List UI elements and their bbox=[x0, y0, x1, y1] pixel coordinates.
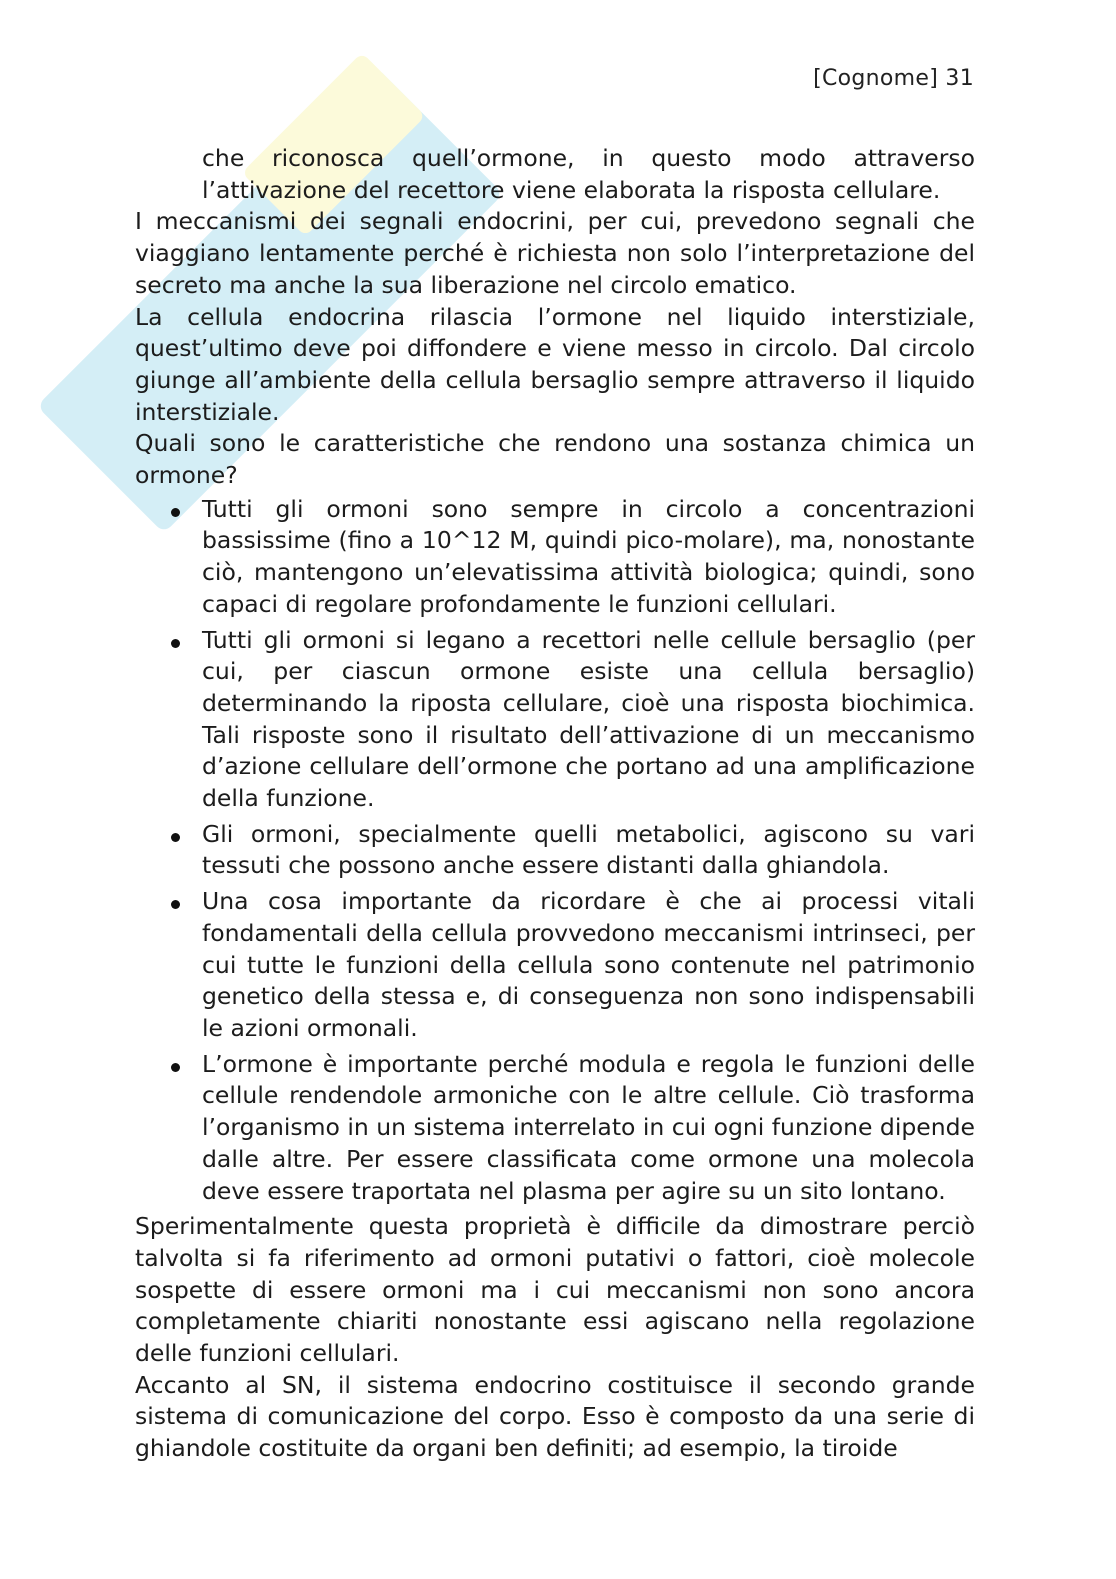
list-item bbox=[135, 625, 975, 815]
bullet-icon bbox=[171, 639, 180, 648]
bullet-icon bbox=[171, 833, 180, 842]
list-item-text: Una cosa importante da ricordare è che ai processi vitali fondamentali della cellula provvedono meccanismi intrinseci, per cui tutte le funzioni della cellula sono contenute nel patrimonio genetico della stessa e, di conseguenza non sono indispensabili le azioni ormonali. bbox=[202, 887, 975, 1042]
list-item bbox=[135, 1049, 975, 1208]
list-item bbox=[135, 494, 975, 621]
hormone-characteristics-list bbox=[135, 494, 975, 1207]
intro-continuation: che riconosca quell’ormone, in questo modo attraverso l’attivazione del recettore viene elaborata la risposta cellulare. bbox=[202, 144, 975, 204]
list-item bbox=[135, 886, 975, 1045]
paragraph-signals: I meccanismi dei segnali endocrini, per cui, prevedono segnali che viaggiano lentamente perché è richiesta non solo l’interpretazione del secreto ma anche la sua liberazione nel circolo ematico. bbox=[135, 207, 975, 299]
list-item-text: Tutti gli ormoni sono sempre in circolo a concentrazioni bassissime (fino a 10^12 M, quindi pico-molare), ma, nonostante ciò, mantengono un’elevatissima attività biologica; quindi, sono capaci di regolare profondamente le funzioni cellulari. bbox=[202, 494, 975, 618]
paragraph-endocrine-cell: La cellula endocrina rilascia l’ormone nel liquido interstiziale, quest’ultimo deve poi diffondere e viene messo in circolo. Dal circolo giunge all’ambiente della cellula bersaglio sempre attraverso il liquido interstiziale. bbox=[135, 302, 975, 426]
document-body bbox=[135, 143, 975, 1465]
paragraph-question: Quali sono le caratteristiche che rendono una sostanza chimica un ormone? bbox=[135, 429, 975, 490]
page-header: [Cognome] 31 bbox=[813, 66, 974, 91]
list-item-text: Tutti gli ormoni si legano a recettori nelle cellule bersaglio (per cui, per ciascun ormone esiste una cellula bersaglio) determinando la riposta cellulare, cioè una risposta biochimica. Tali risposte sono il risultato dell’attivazione di un meccanismo d’azione cellulare dell’ormone che portano ad una amplificazione della funzione. bbox=[202, 625, 975, 813]
list-item-text: Gli ormoni, specialmente quelli metabolici, agiscono su vari tessuti che possono anche essere distanti dalla ghiandola. bbox=[202, 819, 975, 880]
list-item-text: L’ormone è importante perché modula e regola le funzioni delle cellule rendendole armoniche con le altre cellule. Ciò trasforma l’organismo in un sistema interrelato in cui ogni funzione dipende dalle altre. Per essere classificata come ormone una molecola deve essere traportata nel plasma per agire su un sito lontano. bbox=[202, 1049, 975, 1205]
paragraph-putative-hormones: Sperimentalmente questa proprietà è difficile da dimostrare perciò talvolta si fa riferimento ad ormoni putativi o fattori, cioè molecole sospette di essere ormoni ma i cui meccanismi non sono ancora completamente chiariti nonostante essi agiscano nella regolazione delle funzioni cellulari. bbox=[135, 1212, 975, 1368]
list-item bbox=[135, 819, 975, 882]
paragraph-endocrine-system: Accanto al SN, il sistema endocrino costituisce il secondo grande sistema di comunicazione del corpo. Esso è composto da una serie di ghiandole costituite da organi ben definiti; ad esempio, la tiroide bbox=[135, 1370, 975, 1463]
bullet-icon bbox=[171, 900, 180, 909]
bullet-icon bbox=[171, 1063, 180, 1072]
bullet-icon bbox=[171, 508, 180, 517]
